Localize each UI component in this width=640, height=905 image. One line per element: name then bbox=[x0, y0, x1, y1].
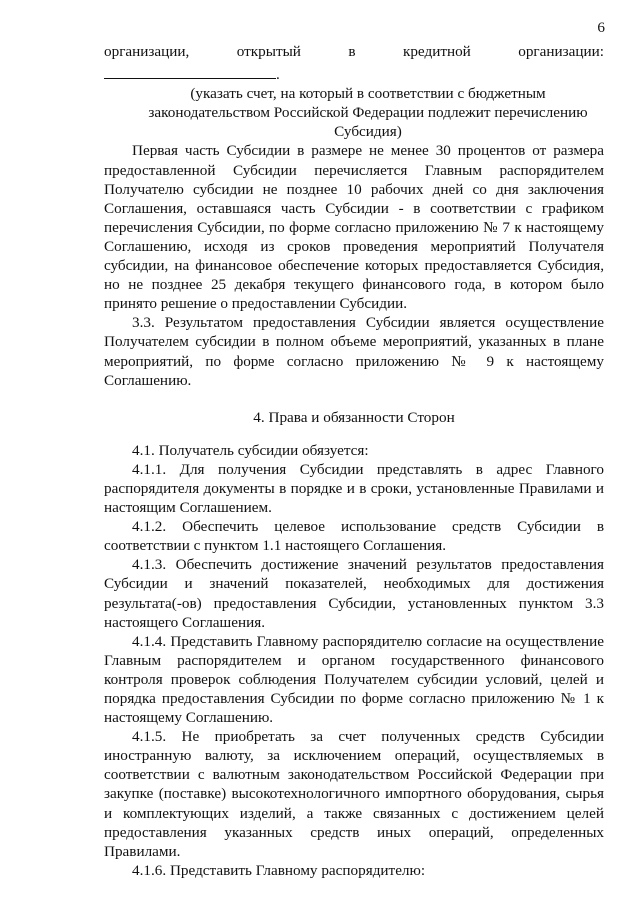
paragraph-3-3: 3.3. Результатом предоставления Субсидии является осуществление Получателем субсидии в полном объеме мероприятий, указанных в плане мероприятий, по форме согласно приложению № 9 к настоящему Соглашению. bbox=[104, 314, 604, 389]
paragraph-4-1-5: 4.1.5. Не приобретать за счет полученных средств Субсидии иностранную валюту, за исключением операций, осуществляемых в соответствии с валютным законодательством Российской Федерации при закупке (поставке) высокотехнологичного импортного оборудования, сырья и комплектующих изделий, а также связанных с достижением целей предоставления указанных средств иных операций, определенных Правилами. bbox=[104, 728, 604, 860]
paragraph-4-1-6: 4.1.6. Представить Главному распорядителю: bbox=[132, 861, 426, 879]
blank-underline bbox=[104, 64, 276, 79]
section-heading: 4. Права и обязанности Сторон bbox=[253, 408, 455, 426]
page-number: 6 bbox=[597, 19, 605, 36]
account-note: (указать счет, на который в соответствии с бюджетным законодательством Российской Федерации подлежит перечислению Субсидия) bbox=[148, 85, 588, 141]
blank-end: . bbox=[276, 66, 280, 84]
paragraph-account-blank bbox=[104, 64, 604, 84]
document-body bbox=[104, 42, 604, 880]
paragraph-4-1: 4.1. Получатель субсидии обязуется: bbox=[132, 441, 369, 459]
paragraph-4-1-1: 4.1.1. Для получения Субсидии представлять в адрес Главного распорядителя документы в порядке и в сроки, установленные Правилами и настоящим Соглашением. bbox=[104, 460, 604, 517]
paragraph-first-part: Первая часть Субсидии в размере не менее 30 процентов от размера предоставленной Субсидии перечисляется Главным распорядителем Получателю субсидии не позднее 10 рабочих дней со дня заключения Соглашения, оставшаяся часть Субсидии - в соответствии с графиком перечисления Субсидии, по форме согласно приложению № 7 к настоящему Соглашению, исходя из сроков проведения мероприятий Получателя субсидии, на финансовое обеспечение которых предоставляется Субсидия, но не позднее 25 декабря текущего финансового года, в котором было принято решение о предоставлении Субсидии. bbox=[104, 142, 604, 313]
paragraph-4-1-4: 4.1.4. Представить Главному распорядителю согласие на осуществление Главным распорядителем и органом государственного финансового контроля проверок соблюдения Получателем субсидии условий, целей и порядка предоставления Субсидии по форме согласно приложению № 1 к настоящему Соглашению. bbox=[104, 632, 604, 727]
paragraph-4-1-3: 4.1.3. Обеспечить достижение значений результатов предоставления Субсидии и значений показателей, необходимых для достижения результата(-ов) предоставления Субсидии, установленных пунктом 3.3 настоящего Соглашения. bbox=[104, 556, 604, 631]
paragraph-account-line: организации, открытый в кредитной организации: bbox=[104, 43, 604, 60]
paragraph-4-1-2: 4.1.2. Обеспечить целевое использование средств Субсидии в соответствии с пунктом 1.1 настоящего Соглашения. bbox=[104, 518, 604, 555]
